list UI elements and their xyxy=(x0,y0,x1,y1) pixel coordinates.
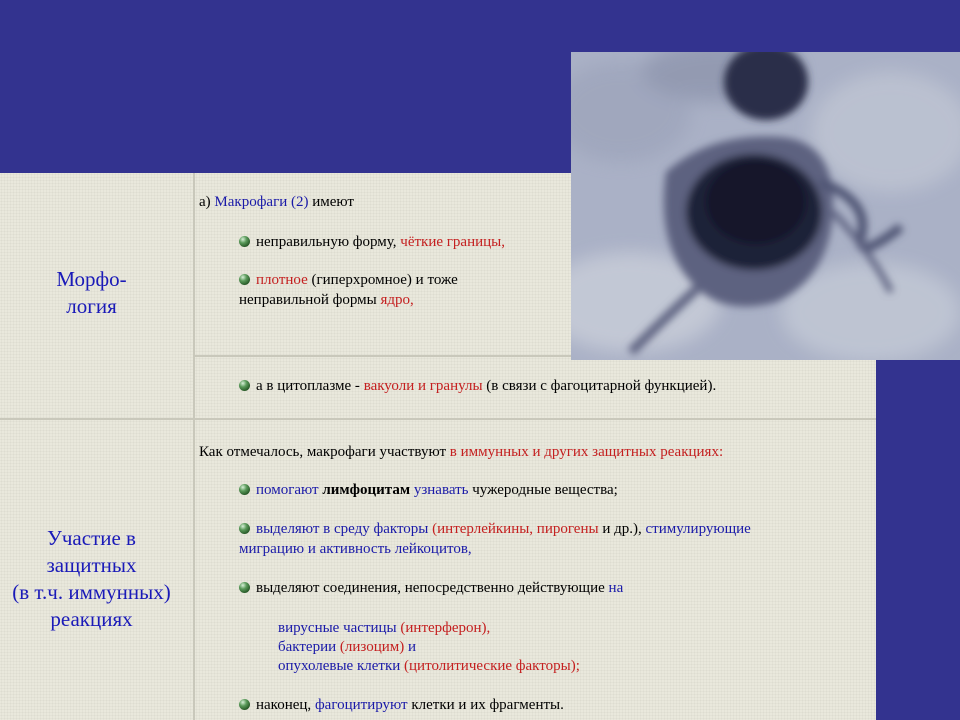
label-line: реакциях xyxy=(50,607,133,631)
sub-item: вирусные частицы (интерферон), xyxy=(278,620,491,636)
micro-photo-macrophage xyxy=(571,52,960,360)
bullet-icon xyxy=(239,274,250,285)
sub-item: опухолевые клетки (цитолитические факторы); xyxy=(278,658,580,674)
column-divider xyxy=(193,173,195,720)
label-line: защитных xyxy=(46,553,137,577)
list-item: неправильную форму, чёткие границы, xyxy=(239,233,505,252)
bullet-icon xyxy=(239,582,250,593)
list-item-continuation: миграцию и активность лейкоцитов, xyxy=(239,541,472,557)
list-item: выделяют соединения, непосредственно действующие на xyxy=(239,579,623,598)
bullet-icon xyxy=(239,236,250,247)
bullet-icon xyxy=(239,523,250,534)
row-label-morphology xyxy=(0,266,183,320)
bullet-icon xyxy=(239,380,250,391)
row-divider-inner xyxy=(195,355,571,357)
morphology-intro: а) Макрофаги (2) имеют xyxy=(199,194,354,210)
bullet-icon xyxy=(239,484,250,495)
row-label-defense xyxy=(0,525,183,633)
label-line: (в т.ч. иммунных) xyxy=(12,580,171,604)
list-item: плотное (гиперхромное) и тоже xyxy=(239,271,458,290)
list-item: выделяют в среду факторы (интерлейкины, пирогены и др.), стимулирующие xyxy=(239,520,751,539)
defense-intro: Как отмечалось, макрофаги участвуют в иммунных и других защитных реакциях: xyxy=(199,444,724,460)
sub-item: бактерии (лизоцим) и xyxy=(278,639,417,655)
list-item: помогают лимфоцитам узнавать чужеродные вещества; xyxy=(239,481,618,500)
list-item: наконец, фагоцитируют клетки и их фрагменты. xyxy=(239,696,564,715)
row-divider xyxy=(0,418,876,420)
label-line: Участие в xyxy=(47,526,136,550)
bullet-icon xyxy=(239,699,250,710)
label-line: логия xyxy=(66,294,117,318)
list-item: а в цитоплазме - вакуоли и гранулы (в связи с фагоцитарной функцией). xyxy=(239,377,716,396)
label-line: Морфо- xyxy=(56,267,127,291)
list-item-continuation: неправильной формы ядро, xyxy=(239,292,414,308)
